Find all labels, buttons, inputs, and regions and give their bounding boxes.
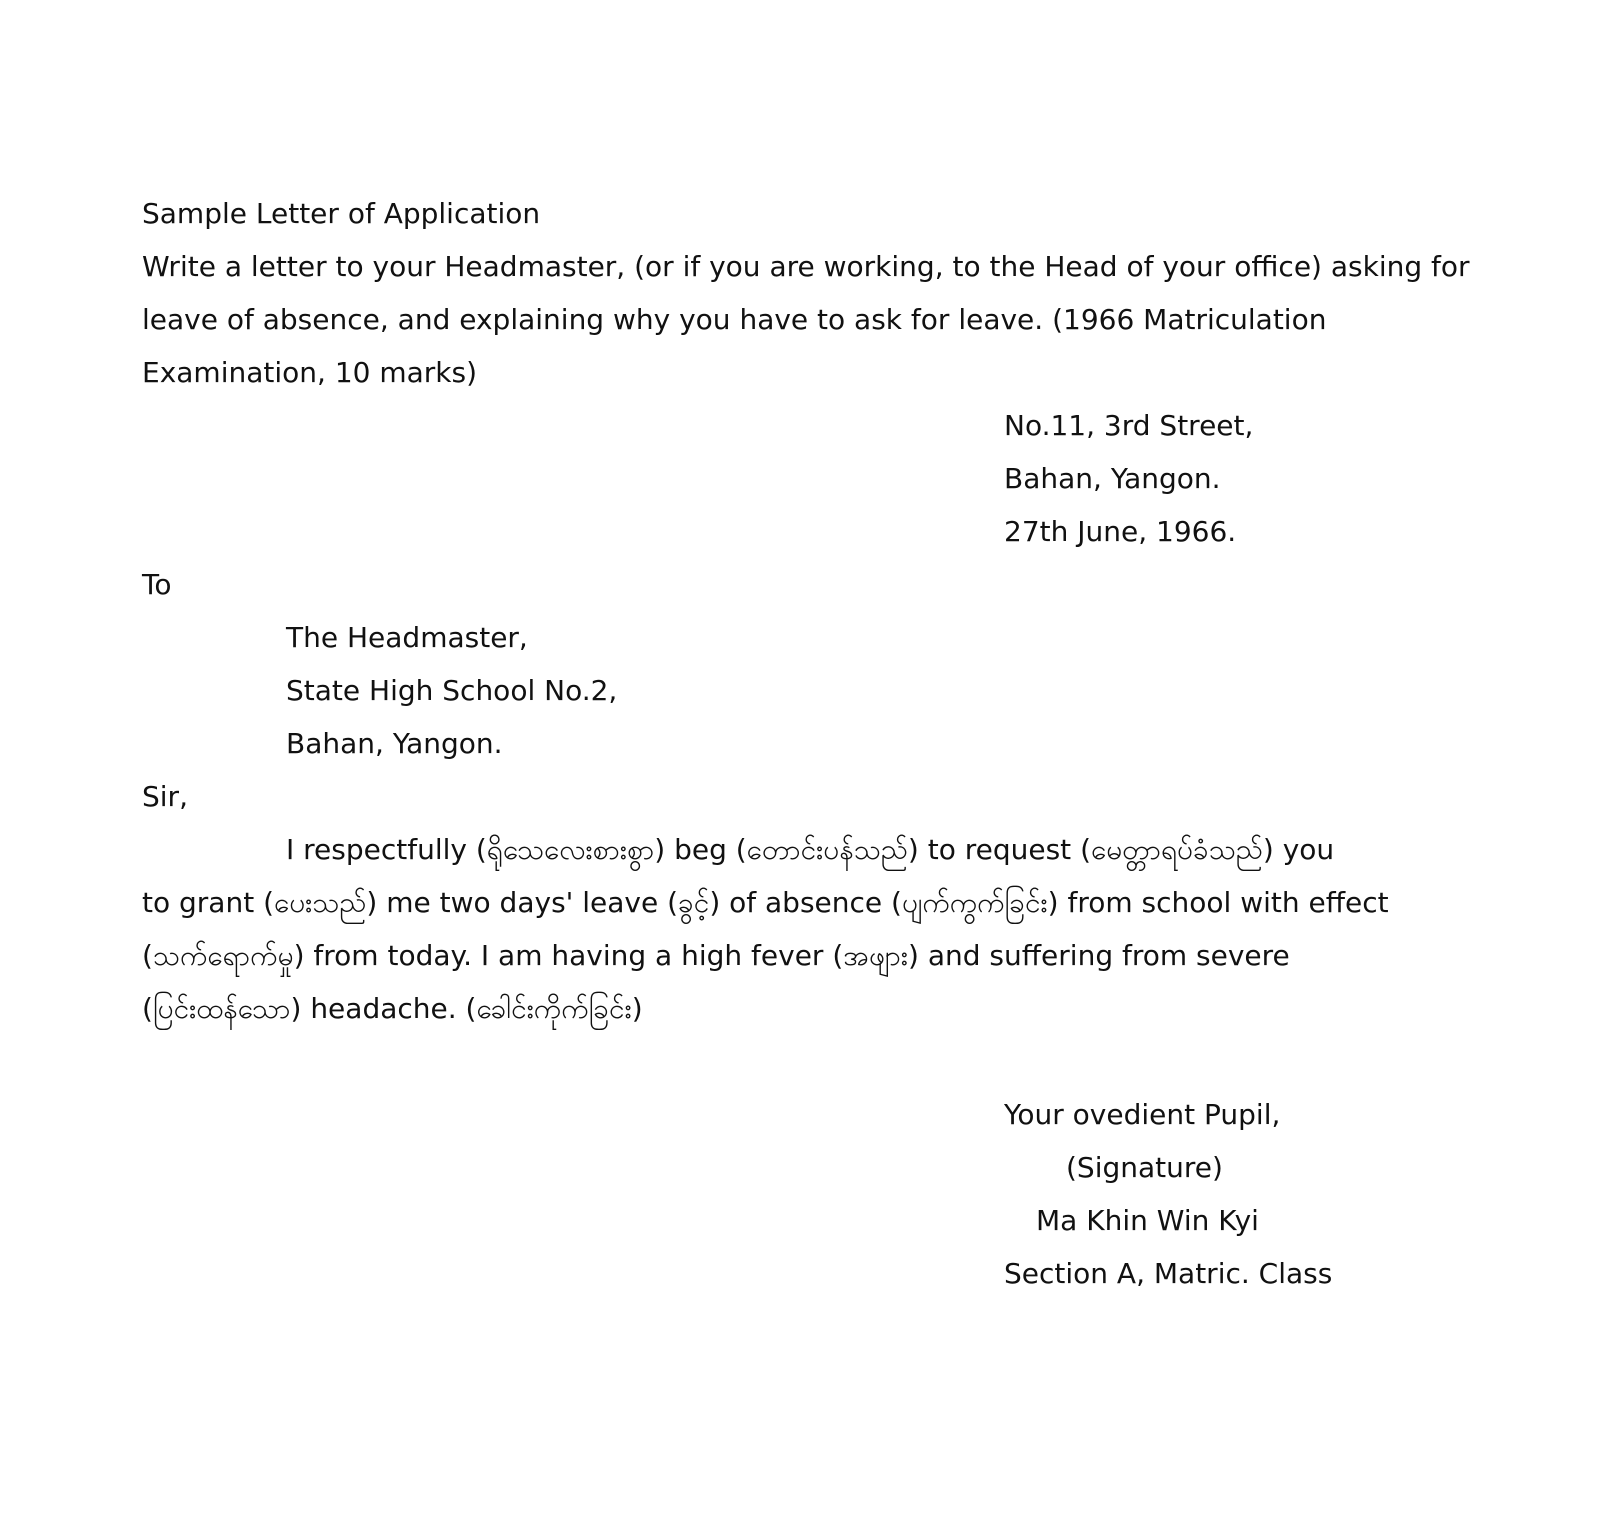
body-line: to grant (ပေးသည်) me two days' leave (ခွင့်) of absence (ပျက်ကွက်ခြင်း) from school with effect: [142, 886, 1389, 919]
signature-placeholder: (Signature): [1066, 1151, 1223, 1184]
to-label: To: [142, 568, 172, 601]
salutation: Sir,: [142, 780, 188, 813]
recipient-address-line: The Headmaster,: [286, 621, 528, 654]
letter-date: 27th June, 1966.: [1004, 515, 1237, 548]
sender-address-line: Bahan, Yangon.: [1004, 462, 1221, 495]
complimentary-close: Your ovedient Pupil,: [1004, 1098, 1281, 1131]
recipient-address-line: Bahan, Yangon.: [286, 727, 503, 760]
sender-name: Ma Khin Win Kyi: [1036, 1204, 1259, 1237]
sender-address-line: No.11, 3rd Street,: [1004, 409, 1254, 442]
body-line: I respectfully (ရိုသေလေးစားစွာ) beg (တောင်းပန်သည်) to request (မေတ္တာရပ်ခံသည်) you: [286, 833, 1335, 866]
document-title: Sample Letter of Application: [142, 197, 541, 230]
body-line: (ပြင်းထန်သော) headache. (ခေါင်းကိုက်ခြင်း): [142, 992, 643, 1025]
instruction-line: Write a letter to your Headmaster, (or if you are working, to the Head of your office) asking for: [142, 250, 1470, 283]
instruction-line: Examination, 10 marks): [142, 356, 478, 389]
sender-class: Section A, Matric. Class: [1004, 1257, 1333, 1290]
instruction-line: leave of absence, and explaining why you have to ask for leave. (1966 Matriculation: [142, 303, 1327, 336]
recipient-address-line: State High School No.2,: [286, 674, 618, 707]
body-line: (သက်ရောက်မှု) from today. I am having a high fever (အဖျား) and suffering from severe: [142, 939, 1290, 972]
